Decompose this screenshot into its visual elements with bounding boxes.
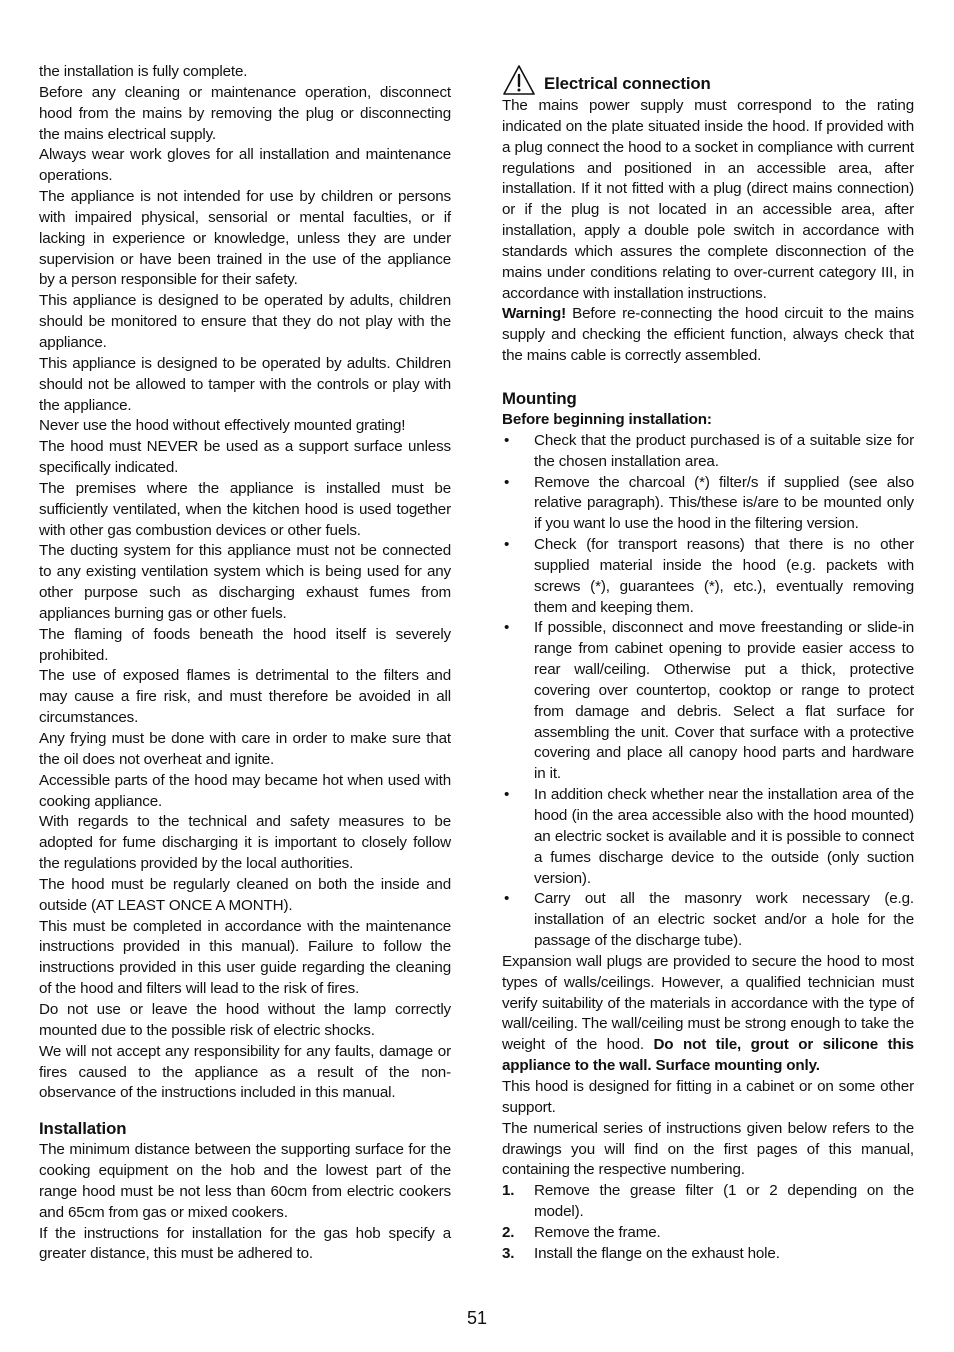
step-number: 2. [502,1223,515,1241]
bullet: • [504,473,510,491]
mounting-subheading: Before beginning installation: [502,410,712,428]
list-item-text: Remove the charcoal (*) filter/s if supplied (see also relative paragraph). This/these is/are to be mounted only if you want lo use the hood in the filtering version. [534,473,914,533]
paragraph: The hood must be regularly cleaned on both the inside and outside (AT LEAST ONCE A MONTH). [39,875,451,914]
paragraph: This appliance is designed to be operated by adults. Children should not be allowed to tamper with the controls or play with the appliance. [39,354,451,414]
paragraph: The flaming of foods beneath the hood itself is severely prohibited. [39,625,451,664]
list-item [502,785,914,889]
list-item [502,473,914,536]
step-text: Remove the grease filter (1 or 2 depending on the model). [534,1182,914,1221]
warning-paragraph [502,304,914,367]
steps-list [502,1181,914,1264]
bullet: • [504,786,510,804]
paragraph: This hood is designed for fitting in a cabinet or on some other support. [502,1077,914,1116]
right-column [502,62,914,1265]
paragraph: This appliance is designed to be operated by adults, children should be monitored to ensure that they do not play with the appliance. [39,292,451,351]
paragraph: Always wear work gloves for all installation and maintenance operations. [39,146,451,185]
paragraph: The premises where the appliance is installed must be sufficiently ventilated, when the kitchen hood is used together with other gas combustion devices or other fuels. [39,479,451,539]
mounting-heading: Mounting [502,388,577,408]
paragraph: The hood must NEVER be used as a support surface unless specifically indicated. [39,438,451,477]
paragraph: This must be completed in accordance with the maintenance instructions provided in this manual). Failure to follow the instructions provided in this user guide regarding the cleaning of the hood and filters will lead to the risk of fires. [39,917,451,998]
list-item-text: Check that the product purchased is of a suitable size for the chosen installation area. [534,431,914,470]
wall-plugs-paragraph [502,952,914,1077]
bullet: • [504,536,510,554]
before-install-list [502,431,914,952]
left-column [39,62,451,1265]
paragraph: the installation is fully complete. [39,63,248,80]
step-number: 1. [502,1182,515,1200]
list-item-text: In addition check whether near the installation area of the hood (in the area accessible also with the hood mounted) an electric socket is available and it is possible to connect a fumes discharge device to the outside (only suction version). [534,786,914,887]
list-item-text: Carry out all the masonry work necessary (e.g. installation of an electric socket and/or a hole for the passage of the discharge tube). [534,890,914,950]
paragraph: With regards to the technical and safety measures to be adopted for fume discharging it is important to closely follow the regulations provided by the local authorities. [39,813,451,873]
paragraph: We will not accept any responsibility for any faults, damage or fires caused to the appliance as a result of the non-observance of the instructions included in this manual. [39,1042,451,1102]
list-item-text: Check (for transport reasons) that there is no other supplied material inside the hood (e.g. packets with screws (*), guarantees (*), etc.), eventually removing them and keeping them. [534,536,914,616]
paragraph: If the instructions for installation for the gas hob specify a greater distance, this must be adhered to. [39,1224,451,1263]
electrical-connection-heading: Electrical connection [544,74,711,93]
paragraph: The appliance is not intended for use by children or persons with impaired physical, sensorial or mental faculties, or if lacking in experience or knowledge, unless they are under supervision or have been trained in the use of the appliance by a person responsible for their safety. [39,188,451,289]
paragraph: The ducting system for this appliance must not be connected to any existing ventilation system which is being used for any other purpose such as discharging exhaust fumes from appliances burning gas or other fuels. [39,542,451,622]
step-text: Install the flange on the exhaust hole. [534,1244,780,1262]
paragraph: Before any cleaning or maintenance operation, disconnect hood from the mains by removing the plug or disconnecting the mains electrical supply. [39,83,451,143]
paragraph: Do not use or leave the hood without the lamp correctly mounted due to the possible risk of electric shocks. [39,1000,451,1039]
step-item [502,1223,914,1244]
list-item [502,618,914,785]
bullet: • [504,619,510,637]
step-number: 3. [502,1244,515,1262]
wall-plugs-text: Expansion wall plugs are provided to secure the hood to most types of walls/ceilings. However, a qualified technician must verify suitability of the materials in accordance with the type of wall/ceiling. The wall/ceiling must be strong enough to take the weight of the hood. [502,952,914,1054]
step-item [502,1181,914,1223]
warning-text: Before re-connecting the hood circuit to the mains supply and checking the efficient function, always check that the mains cable is correctly assembled. [502,305,914,365]
paragraph: The minimum distance between the supporting surface for the cooking equipment on the hob and the lowest part of the range hood must be not less than 60cm from electric cookers and 65cm from gas or mixed cookers. [39,1141,451,1221]
electrical-heading-row [502,62,914,96]
bullet: • [504,431,510,449]
list-item [502,535,914,618]
page-number: 51 [466,1308,488,1328]
bullet: • [504,890,510,908]
paragraph: The use of exposed flames is detrimental to the filters and may cause a fire risk, and must therefore be avoided in all circumstances. [39,667,451,727]
warning-triangle-icon [502,64,536,96]
paragraph: The mains power supply must correspond to the rating indicated on the plate situated inside the hood. If provided with a plug connect the hood to a socket in compliance with current regulations and positioned in an accessible area, after installation. If it not fitted with a plug (direct mains connection) or if the plug is not located in an accessible area, after installation, apply a double pole switch in accordance with standards which assures the complete disconnection of the mains under conditions relating to over-current category III, in accordance with installation instructions. [502,97,914,302]
step-item [502,1244,914,1265]
warning-label: Warning! [502,305,567,323]
installation-heading: Installation [39,1119,127,1139]
paragraph: The numerical series of instructions given below refers to the drawings you will find on the first pages of this manual, containing the respective numbering. [502,1119,914,1179]
wall-plugs-bold: Do not tile, grout or silicone this appliance to the wall. Surface mounting only. [502,1036,914,1075]
step-text: Remove the frame. [534,1223,661,1241]
list-item [502,889,914,952]
paragraph: Accessible parts of the hood may became hot when used with cooking appliance. [39,771,451,810]
list-item [502,431,914,473]
paragraph: Never use the hood without effectively mounted grating! [39,417,406,435]
list-item-text: If possible, disconnect and move freestanding or slide-in range from cabinet opening to provide easier access to rear wall/ceiling. Otherwise put a thick, protective covering over countertop, cooktop or range to protect from damage and debris. Select a flat surface for assembling the unit. Cover that surface with a protective covering and place all canopy hood parts and hardware in it. [534,619,914,783]
paragraph: Any frying must be done with care in order to make sure that the oil does not overheat and ignite. [39,730,451,768]
